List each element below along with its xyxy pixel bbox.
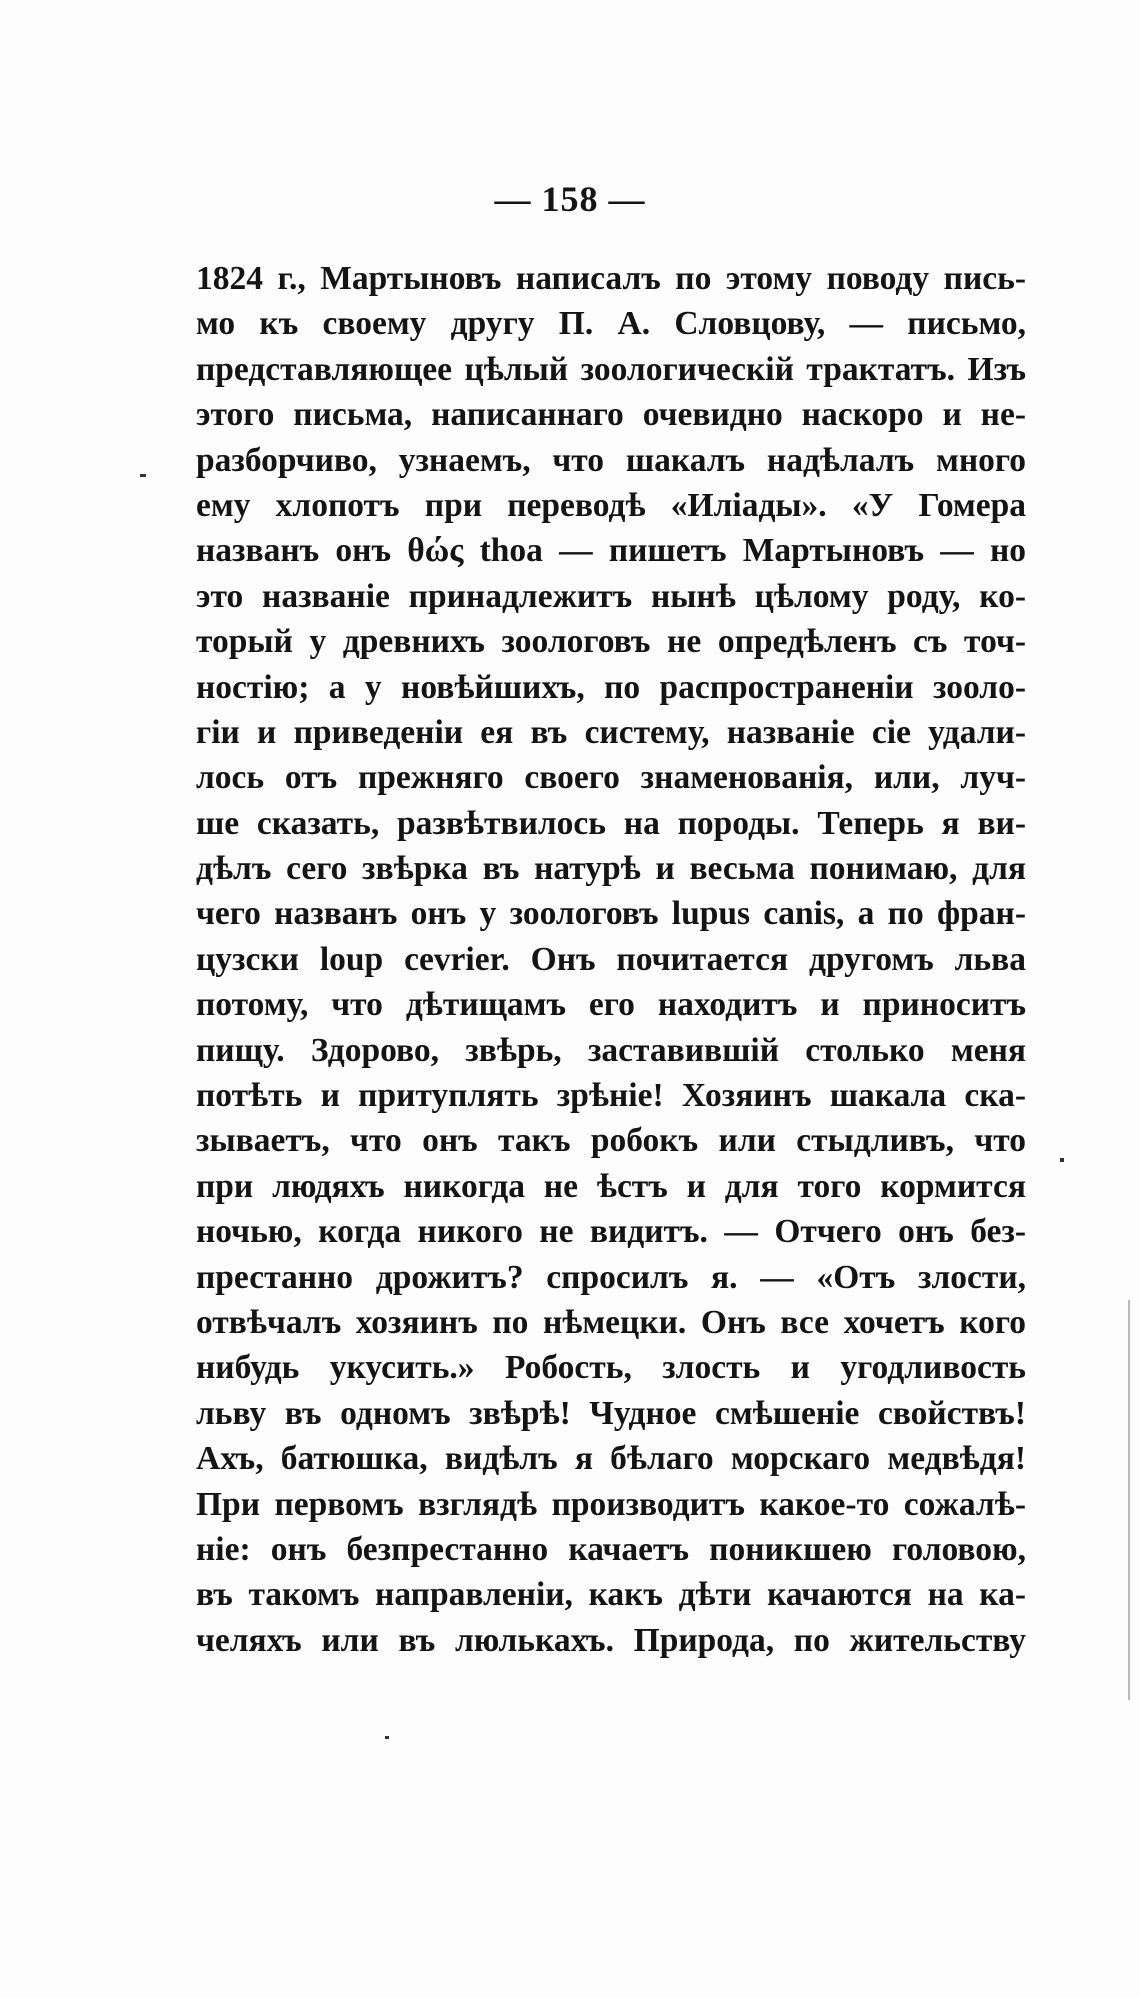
text-line: потѣть и притуплять зрѣніе! Хозяинъ шакала ска- — [196, 1077, 1026, 1115]
text-line: льву въ одномъ звѣрѣ! Чудное смѣшеніе свойствъ! — [196, 1394, 1026, 1432]
scan-speck — [385, 1736, 389, 1739]
text-line: разборчиво, узнаемъ, что шакалъ надѣлалъ много — [196, 441, 1026, 479]
text-line: чего названъ онъ у зоологовъ lupus canis, а по фран- — [196, 895, 1026, 933]
text-line: представляющее цѣлый зоологическій трактатъ. Изъ — [196, 350, 1026, 388]
text-line: ему хлопотъ при переводѣ «Иліады». «У Гомера — [196, 486, 1026, 524]
text-line: престанно дрожитъ? спросилъ я. — «Отъ злости, — [196, 1258, 1026, 1296]
text-line: ночью, когда никого не видитъ. — Отчего онъ без- — [196, 1213, 1026, 1251]
body-text — [196, 256, 1026, 1663]
text-line: 1824 г., Мартыновъ написалъ по этому поводу пись- — [196, 260, 1026, 297]
scan-speck — [1060, 1158, 1064, 1162]
text-line: ше сказать, развѣтвилось на породы. Теперь я ви- — [196, 804, 1026, 842]
text-line: Ахъ, батюшка, видѣлъ я бѣлаго морскаго медвѣдя! — [196, 1440, 1026, 1478]
text-line: пищу. Здорово, звѣрь, заставившій столько меня — [196, 1031, 1026, 1069]
text-line: это названіе принадлежитъ нынѣ цѣлому роду, ко- — [196, 577, 1026, 615]
text-line: названъ онъ θώς thoa — пишетъ Мартыновъ — но — [196, 532, 1026, 570]
text-line: зываетъ, что онъ такъ робокъ или стыдливъ, что — [196, 1122, 1026, 1160]
text-line: дѣлъ сего звѣрка въ натурѣ и весьма понимаю, для — [196, 850, 1026, 888]
text-line: челяхъ или въ люлькахъ. Природа, по жительству — [196, 1621, 1026, 1659]
text-line: мо къ своему другу П. А. Словцову, — письмо, — [196, 305, 1026, 343]
page-edge-shadow — [1128, 1300, 1130, 1700]
text-line: лось отъ прежняго своего знаменованія, или, луч- — [196, 759, 1026, 797]
text-line: цузски loup cevrier. Онъ почитается другомъ льва — [196, 940, 1026, 978]
text-line: ніе: онъ безпрестанно качаетъ поникшею головою, — [196, 1530, 1026, 1568]
text-line: При первомъ взглядѣ производитъ какое-то сожалѣ- — [196, 1485, 1026, 1523]
text-line: въ такомъ направленіи, какъ дѣти качаются на ка- — [196, 1576, 1026, 1614]
text-line: потому, что дѣтищамъ его находитъ и приноситъ — [196, 986, 1026, 1024]
text-line: гіи и приведеніи ея въ систему, названіе сіе удали- — [196, 713, 1026, 751]
scan-speck — [140, 474, 146, 477]
text-line: отвѣчалъ хозяинъ по нѣмецки. Онъ все хочетъ кого — [196, 1303, 1026, 1341]
text-line: этого письма, написаннаго очевидно наскоро и не- — [196, 396, 1026, 434]
page-number: — 158 — — [494, 179, 646, 219]
text-line: нибудь укусить.» Робость, злость и угодливость — [196, 1349, 1026, 1387]
text-line: торый у древнихъ зоологовъ не опредѣленъ съ точ- — [196, 623, 1026, 661]
text-line: при людяхъ никогда не ѣстъ и для того кормится — [196, 1167, 1026, 1205]
text-line: ностію; а у новѣйшихъ, по распространеніи зооло- — [196, 668, 1026, 706]
